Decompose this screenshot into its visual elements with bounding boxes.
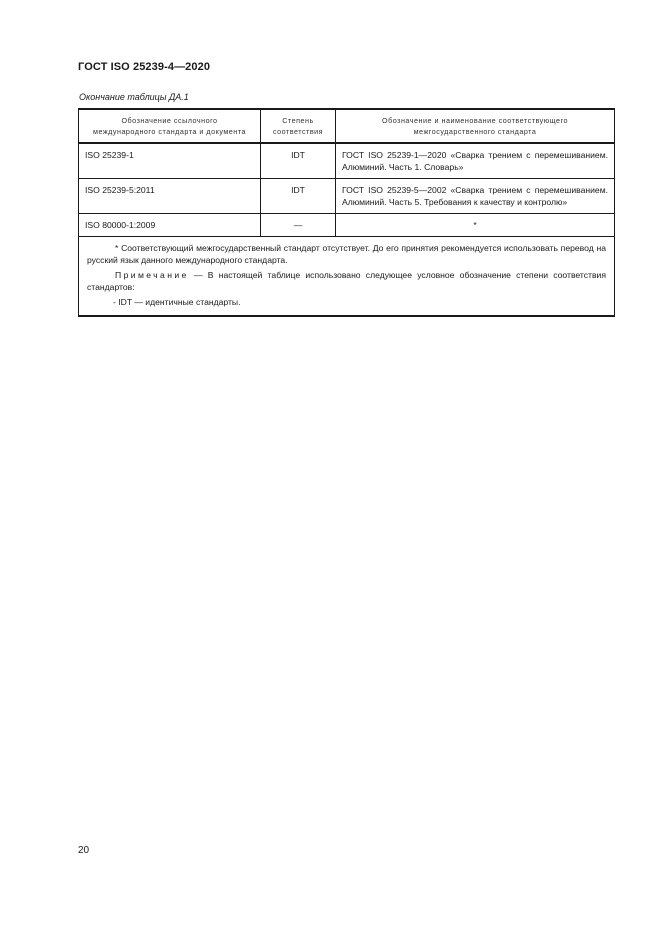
header-ref-standard xyxy=(79,109,261,143)
cell-degree: IDT xyxy=(261,143,336,179)
cell-ref-standard: ISO 25239-5:2011 xyxy=(79,179,261,214)
table-notes xyxy=(79,237,615,317)
table-row xyxy=(79,143,615,179)
correspondence-table xyxy=(78,108,615,317)
document-header: ГОСТ ISO 25239-4—2020 xyxy=(78,61,211,73)
header-degree-line2: соответствия xyxy=(272,127,324,136)
note xyxy=(87,269,606,293)
table-notes-row xyxy=(79,237,615,317)
page-number: 20 xyxy=(78,845,90,856)
table-header-row xyxy=(79,109,615,143)
cell-interstate-standard: ГОСТ ISO 25239-1—2020 «Сварка трением с перемешиванием. Алюминий. Часть 1. Словарь» xyxy=(336,143,615,179)
header-ref-standard-line1: Обозначение ссылочного xyxy=(121,116,218,125)
table-row xyxy=(79,179,615,214)
cell-interstate-standard: ГОСТ ISO 25239-5—2002 «Сварка трением с перемешиванием. Алюминий. Часть 5. Требования к качеству и контролю» xyxy=(336,179,615,214)
table-row xyxy=(79,214,615,237)
cell-degree: IDT xyxy=(261,179,336,214)
cell-degree: — xyxy=(261,214,336,237)
header-interstate-standard xyxy=(336,109,615,143)
cell-interstate-standard: * xyxy=(336,214,615,237)
note-text: — В настоящей таблице использовано следующее условное обозначение степени соответствия стандартов: xyxy=(87,270,606,292)
note-item: - IDT — идентичные стандарты. xyxy=(113,297,241,307)
table-caption: Окончание таблицы ДА.1 xyxy=(79,92,189,102)
header-interstate-line2: межгосударственного стандарта xyxy=(413,127,537,136)
header-degree xyxy=(261,109,336,143)
footnote: * Соответствующий межгосударственный стандарт отсутствует. До его принятия рекомендуется использовать перевод на русский язык данного международного стандарта. xyxy=(87,243,606,265)
note-label: Примечание xyxy=(115,270,189,280)
header-interstate-line1: Обозначение и наименование соответствующего xyxy=(382,116,568,125)
cell-ref-standard: ISO 80000-1:2009 xyxy=(79,214,261,237)
cell-ref-standard: ISO 25239-1 xyxy=(79,143,261,179)
header-ref-standard-line2: международного стандарта и документа xyxy=(93,127,246,136)
header-degree-line1: Степень xyxy=(282,116,314,125)
